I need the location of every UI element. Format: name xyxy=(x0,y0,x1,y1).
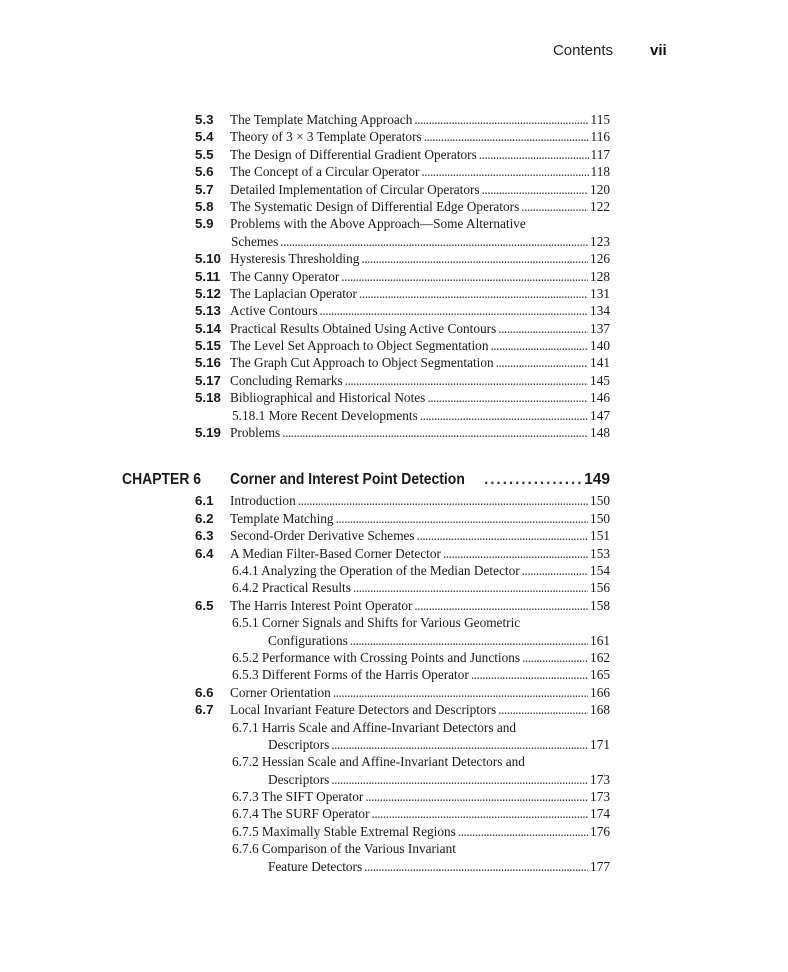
toc-entry[interactable] xyxy=(0,407,788,424)
entry-line xyxy=(232,805,610,822)
section-number: 5.10 xyxy=(195,251,221,267)
dot-leader xyxy=(484,468,582,492)
entry-line xyxy=(230,181,610,198)
section-title: 6.7.6 Comparison of the Various Invariant xyxy=(232,841,456,857)
dot-leader xyxy=(414,111,588,128)
chapter-label: CHAPTER 6 xyxy=(122,471,202,489)
section-number: 5.3 xyxy=(195,112,214,127)
section-number: 5.16 xyxy=(195,355,221,371)
dot-leader xyxy=(336,510,588,527)
dot-leader xyxy=(298,492,588,509)
dot-leader xyxy=(522,562,588,579)
toc-entry[interactable] xyxy=(0,858,788,875)
section-title: 6.5.1 Corner Signals and Shifts for Various Geometric xyxy=(232,615,521,631)
section-title: 6.5.3 Different Forms of the Harris Operator xyxy=(232,667,469,683)
entry-line xyxy=(268,736,610,753)
toc-entry[interactable] xyxy=(0,389,788,406)
section-title: 6.7.4 The SURF Operator xyxy=(232,806,370,822)
dot-leader xyxy=(496,354,588,371)
dot-leader xyxy=(372,805,589,822)
dot-leader xyxy=(420,407,588,424)
dot-leader xyxy=(345,372,588,389)
dot-leader xyxy=(353,579,588,596)
entry-line xyxy=(230,545,610,562)
section-title: Descriptors xyxy=(268,736,330,752)
page-number: 158 xyxy=(590,597,610,613)
dot-leader xyxy=(364,858,588,875)
entry-line xyxy=(230,285,610,302)
toc-entry[interactable] xyxy=(0,181,788,198)
page-number: 173 xyxy=(590,789,610,805)
entry-line xyxy=(230,684,610,701)
section-number: 6.4 xyxy=(195,545,214,561)
page-number: 177 xyxy=(590,858,610,874)
page-number: 153 xyxy=(590,545,610,561)
section-title: Configurations xyxy=(268,632,348,648)
toc-entry[interactable] xyxy=(0,198,788,215)
section-number: 5.6 xyxy=(195,164,214,180)
section-number: 5.11 xyxy=(195,268,221,284)
section-title: Hysteresis Thresholding xyxy=(230,251,360,267)
toc-entry[interactable] xyxy=(0,545,788,562)
section-number: 5.19 xyxy=(195,425,221,441)
section-number: 5.13 xyxy=(195,303,221,319)
entry-line xyxy=(230,250,610,267)
entry-line xyxy=(231,233,610,250)
page-number: 174 xyxy=(590,806,610,822)
page-number: 166 xyxy=(590,684,610,700)
section-title: 6.5.2 Performance with Crossing Points and Junctions xyxy=(232,649,521,665)
entry-line xyxy=(232,788,610,805)
toc-entry[interactable] xyxy=(0,684,788,701)
section-number: 6.5 xyxy=(195,597,214,613)
page-number: 123 xyxy=(590,233,610,249)
entry-line xyxy=(232,579,610,596)
entry-line xyxy=(232,649,610,666)
page-number: 148 xyxy=(590,425,610,441)
section-title: The Canny Operator xyxy=(230,268,340,284)
section-number: 6.3 xyxy=(195,528,214,544)
dot-leader xyxy=(458,823,588,840)
page-number: 120 xyxy=(590,181,610,197)
toc-entry[interactable] xyxy=(0,666,788,683)
section-title: The Graph Cut Approach to Object Segmentation xyxy=(230,355,494,371)
section-title: Practical Results Obtained Using Active Contours xyxy=(230,320,497,336)
dot-leader xyxy=(479,146,589,163)
entry-line xyxy=(230,146,610,163)
entry-line xyxy=(230,337,610,354)
section-gap xyxy=(0,441,788,468)
page-number: 146 xyxy=(590,390,610,406)
chapter-entry xyxy=(230,468,610,492)
section-title: The Template Matching Approach xyxy=(230,112,413,127)
section-number: 5.9 xyxy=(195,216,214,232)
dot-leader xyxy=(498,320,588,337)
page-number: 131 xyxy=(590,285,610,301)
section-title: 5.18.1 More Recent Developments xyxy=(232,407,418,423)
dot-leader xyxy=(424,128,589,145)
section-number: 6.6 xyxy=(195,684,214,700)
toc-entry[interactable] xyxy=(0,128,788,145)
section-title: The Harris Interest Point Operator xyxy=(230,597,413,613)
toc-entry[interactable] xyxy=(0,719,788,736)
section-title: Problems with the Above Approach—Some Alternative xyxy=(230,216,526,232)
dot-leader xyxy=(417,527,588,544)
section-number: 5.14 xyxy=(195,320,221,336)
entry-line xyxy=(230,354,610,371)
page-number: 145 xyxy=(590,372,610,388)
dot-leader xyxy=(331,771,588,788)
dot-leader xyxy=(359,285,588,302)
dot-leader xyxy=(414,597,588,614)
entry-line xyxy=(268,632,610,649)
chapter-page: 149 xyxy=(584,471,610,489)
entry-line xyxy=(230,320,610,337)
toc-entry[interactable] xyxy=(0,337,788,354)
section-title: The Level Set Approach to Object Segmentation xyxy=(230,338,489,354)
entry-line xyxy=(230,701,610,718)
entry-line xyxy=(230,510,610,527)
entry-line xyxy=(230,389,610,406)
section-title: 6.4.1 Analyzing the Operation of the Median Detector xyxy=(232,562,520,578)
dot-leader xyxy=(522,649,588,666)
section-title: Template Matching xyxy=(230,510,334,526)
section-title: Active Contours xyxy=(230,303,318,319)
dot-leader xyxy=(341,268,588,285)
page-number: 126 xyxy=(590,251,610,267)
toc-entry[interactable] xyxy=(0,753,788,770)
section-title: Bibliographical and Historical Notes xyxy=(230,390,426,406)
page-number: 165 xyxy=(590,667,610,683)
entry-line xyxy=(268,858,610,875)
section-title: Detailed Implementation of Circular Operators xyxy=(230,181,480,197)
page-number: 171 xyxy=(590,736,610,752)
section-number: 5.8 xyxy=(195,198,214,214)
chapter-heading[interactable] xyxy=(0,468,788,492)
entry-line xyxy=(230,215,610,232)
page-number: 176 xyxy=(590,823,610,839)
toc-entry[interactable] xyxy=(0,736,788,753)
dot-leader xyxy=(427,389,588,406)
toc-entry[interactable] xyxy=(0,562,788,579)
toc-entry[interactable] xyxy=(0,771,788,788)
page-number: 154 xyxy=(590,562,610,578)
page-number: 128 xyxy=(590,268,610,284)
toc-entry[interactable] xyxy=(0,268,788,285)
dot-leader xyxy=(471,666,588,683)
dot-leader xyxy=(443,545,588,562)
toc-entry[interactable] xyxy=(0,302,788,319)
chapter-title: Corner and Interest Point Detection xyxy=(230,471,465,489)
dot-leader xyxy=(350,632,588,649)
entry-line xyxy=(230,128,610,145)
toc-entry[interactable] xyxy=(0,823,788,840)
section-number: 5.7 xyxy=(195,181,214,197)
section-title: The Design of Differential Gradient Operators xyxy=(230,146,477,162)
page-number: 151 xyxy=(590,528,610,544)
toc-entry[interactable] xyxy=(0,372,788,389)
section-number: 5.17 xyxy=(195,372,221,388)
page-number: 150 xyxy=(590,493,610,509)
section-title: 6.7.3 The SIFT Operator xyxy=(232,789,364,805)
page-number: 140 xyxy=(590,338,610,354)
entry-line xyxy=(230,527,610,544)
toc-entry[interactable] xyxy=(0,805,788,822)
page-number: 147 xyxy=(590,407,610,423)
page-number: 161 xyxy=(590,632,610,648)
page-number: 116 xyxy=(590,129,610,145)
section-title: The Systematic Design of Differential Edge Operators xyxy=(230,198,520,214)
entry-line xyxy=(232,407,610,424)
section-number: 5.4 xyxy=(195,129,214,145)
toc-entry[interactable] xyxy=(0,788,788,805)
entry-line xyxy=(230,372,610,389)
section-title: Theory of 3 × 3 Template Operators xyxy=(230,129,422,145)
entry-line xyxy=(230,111,610,128)
section-number: 6.1 xyxy=(195,493,214,509)
entry-line xyxy=(232,614,610,631)
toc-entry[interactable] xyxy=(0,492,788,509)
header-title: Contents xyxy=(552,42,613,59)
toc-entry[interactable] xyxy=(0,250,788,267)
section-number: 5.18 xyxy=(195,390,221,406)
entry-line xyxy=(230,198,610,215)
toc-entry[interactable] xyxy=(0,320,788,337)
entry-line xyxy=(230,597,610,614)
section-number: 6.2 xyxy=(195,510,214,526)
dot-leader xyxy=(320,302,589,319)
entry-line xyxy=(232,562,610,579)
toc-entry[interactable] xyxy=(0,527,788,544)
entry-line xyxy=(230,424,610,441)
page-number: 141 xyxy=(590,355,610,371)
dot-leader xyxy=(421,163,588,180)
dot-leader xyxy=(365,788,588,805)
section-title: Problems xyxy=(230,425,281,441)
dot-leader xyxy=(521,198,588,215)
section-title: The Laplacian Operator xyxy=(230,285,357,301)
dot-leader xyxy=(361,250,588,267)
entry-line xyxy=(232,719,610,736)
toc-section-chapter-5 xyxy=(0,111,788,441)
section-title: Descriptors xyxy=(268,771,330,787)
toc-entry[interactable] xyxy=(0,146,788,163)
dot-leader xyxy=(482,181,588,198)
section-title: Local Invariant Feature Detectors and Descriptors xyxy=(230,702,497,718)
section-title: 6.7.2 Hessian Scale and Affine-Invariant Detectors and xyxy=(232,754,525,770)
page-number: 162 xyxy=(590,649,610,665)
toc-entry[interactable] xyxy=(0,614,788,631)
page-number: 137 xyxy=(590,320,610,336)
dot-leader xyxy=(490,337,588,354)
section-title: Introduction xyxy=(230,493,296,509)
section-title: The Concept of a Circular Operator xyxy=(230,164,420,180)
table-of-contents xyxy=(0,111,788,875)
page-number: 168 xyxy=(590,702,610,718)
running-header xyxy=(0,42,788,62)
dot-leader xyxy=(333,684,588,701)
section-title: 6.4.2 Practical Results xyxy=(232,580,351,596)
toc-entry[interactable] xyxy=(0,510,788,527)
toc-entry[interactable] xyxy=(0,649,788,666)
section-title: 6.7.5 Maximally Stable Extremal Regions xyxy=(232,823,456,839)
dot-leader xyxy=(498,701,588,718)
toc-entry[interactable] xyxy=(0,632,788,649)
entry-line xyxy=(230,492,610,509)
page-number: 115 xyxy=(590,112,610,127)
section-number: 5.5 xyxy=(195,146,214,162)
entry-line xyxy=(232,666,610,683)
section-title: Feature Detectors xyxy=(268,858,363,874)
entry-line xyxy=(232,840,610,857)
page-number: 150 xyxy=(590,510,610,526)
toc-entry[interactable] xyxy=(0,597,788,614)
page-number: 118 xyxy=(590,164,610,180)
entry-line xyxy=(230,163,610,180)
entry-line xyxy=(232,823,610,840)
section-number: 5.15 xyxy=(195,338,221,354)
entry-line xyxy=(230,302,610,319)
toc-entry[interactable] xyxy=(0,701,788,718)
toc-entry[interactable] xyxy=(0,840,788,857)
section-title: Corner Orientation xyxy=(230,684,331,700)
toc-entry[interactable] xyxy=(0,579,788,596)
section-title: Schemes xyxy=(231,233,279,249)
toc-entry[interactable] xyxy=(0,215,788,232)
toc-entry[interactable] xyxy=(0,233,788,250)
toc-entry[interactable] xyxy=(0,163,788,180)
toc-entry[interactable] xyxy=(0,354,788,371)
section-number: 6.7 xyxy=(195,702,214,718)
section-title: A Median Filter-Based Corner Detector xyxy=(230,545,441,561)
section-title: Second-Order Derivative Schemes xyxy=(230,528,415,544)
page-number: 122 xyxy=(590,198,610,214)
page-number: 117 xyxy=(590,146,610,162)
toc-entry[interactable] xyxy=(0,111,788,128)
dot-leader xyxy=(282,424,588,441)
section-number: 5.12 xyxy=(195,285,221,301)
entry-line xyxy=(230,268,610,285)
page-number: 173 xyxy=(590,771,610,787)
toc-entry[interactable] xyxy=(0,424,788,441)
header-page-number: vii xyxy=(650,42,667,59)
entry-line xyxy=(232,753,610,770)
section-title: Concluding Remarks xyxy=(230,372,343,388)
dot-leader xyxy=(280,233,588,250)
toc-section-chapter-6 xyxy=(0,492,788,875)
entry-line xyxy=(268,771,610,788)
dot-leader xyxy=(331,736,588,753)
section-title: 6.7.1 Harris Scale and Affine-Invariant Detectors and xyxy=(232,719,517,735)
page-number: 134 xyxy=(590,303,610,319)
page-number: 156 xyxy=(590,580,610,596)
toc-entry[interactable] xyxy=(0,285,788,302)
